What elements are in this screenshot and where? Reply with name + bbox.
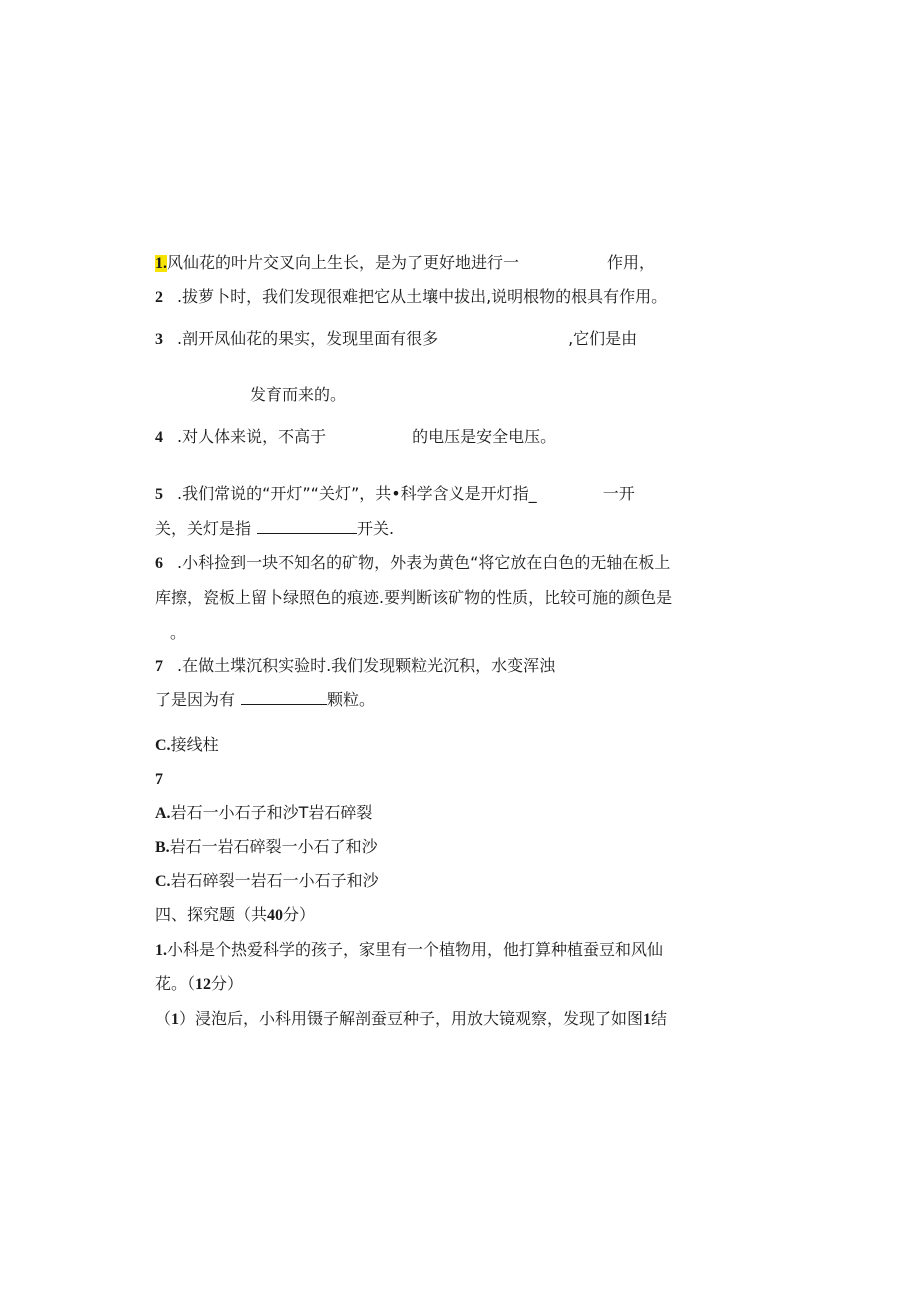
inquiry-question-1-continuation: 花。（12分） xyxy=(155,974,244,993)
answer-blank xyxy=(257,533,357,534)
option-letter: C. xyxy=(155,737,171,754)
question-number-7: 7 xyxy=(155,771,163,788)
question-number: 3 xyxy=(155,331,163,348)
question-6-end: 。 xyxy=(170,623,187,642)
option-text: 接线柱 xyxy=(170,735,219,754)
question-text-tail: 作用， xyxy=(607,253,656,272)
question-text: .在做土堞沉积实验时.我们发现颗粒光沉积，水变浑浊 xyxy=(177,656,556,675)
question-text: .拔萝卜时，我们发现很难把它从土壤中拔出,说明根物的根具有作用。 xyxy=(177,287,668,306)
question-6 xyxy=(155,552,670,575)
question-5-continuation: 关，关灯是指 开关. xyxy=(155,519,395,538)
question-text: .对人体来说，不高于 xyxy=(177,427,327,446)
section-heading-inquiry: 四、探究题（共40分） xyxy=(155,905,316,924)
question-3 xyxy=(155,328,637,351)
option-text: 岩石一小石子和沙T岩石碎裂 xyxy=(170,803,373,822)
question-number: 2 xyxy=(155,289,163,306)
question-text-tail: 一开 xyxy=(602,484,635,503)
question-1 xyxy=(155,252,655,275)
question-number: 7 xyxy=(155,658,163,675)
question-number: 5 xyxy=(155,486,163,503)
option-letter: C. xyxy=(155,873,171,890)
question-3-continuation: 发育而来的。 xyxy=(250,385,347,404)
option-letter: A. xyxy=(155,805,171,822)
option-text: 岩石一岩石碎裂一小石了和沙 xyxy=(169,837,378,856)
question-number: 1. xyxy=(155,255,167,272)
question-7 xyxy=(155,655,555,678)
question-number: 6 xyxy=(155,555,163,572)
question-text-tail: ,它们是由 xyxy=(568,329,638,348)
inquiry-subquestion-1: （1）浸泡后，小科用镊子解剖蚕豆种子，用放大镜观察，发现了如图1结 xyxy=(155,1009,668,1028)
inquiry-question-1 xyxy=(155,939,663,962)
question-text: .剖开凤仙花的果实，发现里面有很多 xyxy=(177,329,439,348)
question-text: 小科是个热爱科学的孩子，家里有一个植物用，他打算种植蚕豆和风仙 xyxy=(167,940,664,959)
question-number: 4 xyxy=(155,429,163,446)
question-7-continuation: 了是因为有 颗粒。 xyxy=(155,690,376,709)
question-text: .我们常说的“开灯”“关灯”，共•科学含义是开灯指_ xyxy=(177,484,537,503)
option-letter: B. xyxy=(155,839,170,856)
question-text-tail: 的电压是安全电压。 xyxy=(412,427,557,446)
question-5 xyxy=(155,483,635,506)
option-c xyxy=(155,870,379,893)
option-text: 岩石碎裂一岩石一小石子和沙 xyxy=(170,871,379,890)
question-6-continuation: 库擦，瓷板上留卜绿照色的痕迹.要判断该矿物的性质，比较可施的颜色是 xyxy=(155,588,673,607)
question-2 xyxy=(155,286,667,309)
question-number: 1. xyxy=(155,942,167,959)
answer-blank xyxy=(241,704,327,705)
option-c-terminal xyxy=(155,734,219,757)
option-a xyxy=(155,802,372,825)
question-text: 风仙花的叶片交叉向上生长，是为了更好地进行一 xyxy=(167,253,520,272)
option-b xyxy=(155,836,378,859)
question-text: .小科捡到一块不知名的矿物，外表为黄色“将它放在白色的无轴在板上 xyxy=(177,553,671,572)
question-4 xyxy=(155,426,556,449)
